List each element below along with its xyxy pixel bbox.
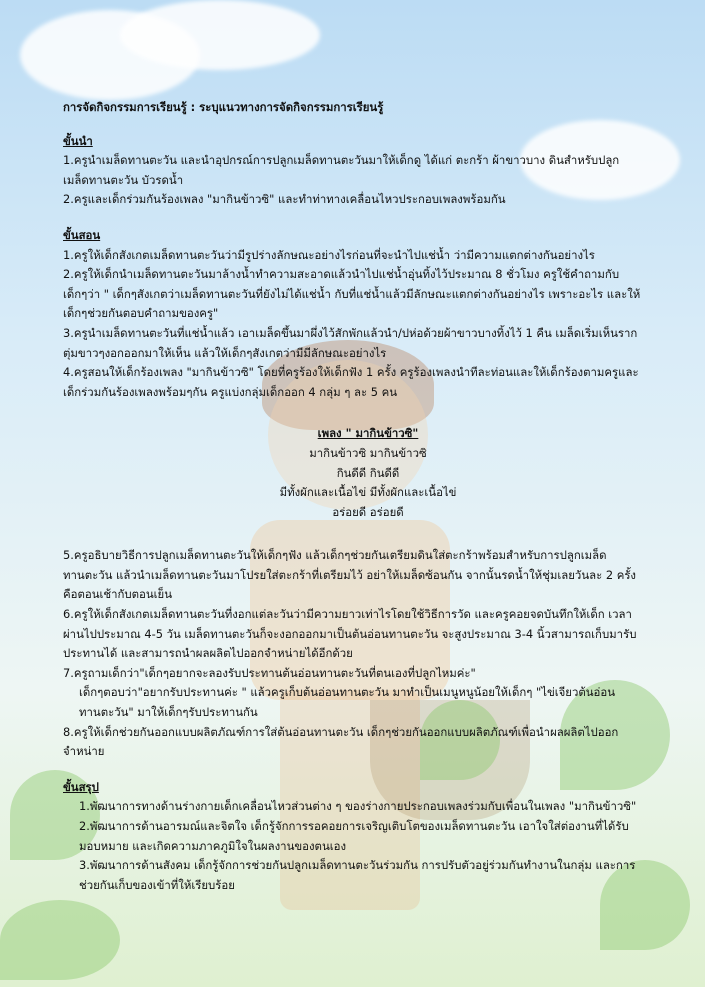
section-heading-teaching: ขั้นสอน: [63, 227, 101, 242]
lesson-plan-document: [63, 98, 643, 895]
teaching-item: 7.ครูถามเด็กว่า"เด็กๆอยากจะลองรับประทานต้นอ่อนทานตะวันที่ตนเองที่ปลูกไหมค่ะ": [63, 665, 476, 680]
section-heading-intro: ขั้นนำ: [63, 133, 93, 148]
conclusion-item: 2.พัฒนาการด้านอารมณ์และจิตใจ เด็กรู้จักการรอคอยการเจริญเติบโตของเมล็ดทานตะวัน เอาใจใส่ต่องานที่ได้รับมอบหมาย และเกิดความภาคภูมิใจในผลงานของตนเอง: [79, 819, 629, 853]
song-line: กินดีดี กินดีดี: [336, 465, 400, 480]
song-line: มากินข้าวซิ มากินข้าวซิ: [309, 445, 427, 460]
intro-item: 1.ครูนำเมล็ดทานตะวัน และนำอุปกรณ์การปลูกเมล็ดทานตะวันมาให้เด็กดู ได้แก่ ตะกร้า ผ้าขาวบาง ดินสำหรับปลูกเมล็ดทานตะวัน บัวรดน้ำ: [63, 153, 620, 187]
conclusion-item: 3.พัฒนาการด้านสังคม เด็กรู้จักการช่วยกันปลูกเมล็ดทานตะวันร่วมกัน การปรับตัวอยู่ร่วมกันทำงานในกลุ่ม และการช่วยกันเก็บของเข้าที่ให้เรียบร้อย: [79, 858, 636, 892]
intro-item: 2.ครูและเด็กร่วมกันร้องเพลง "มากินข้าวซิ" และทำท่าทางเคลื่อนไหวประกอบเพลงพร้อมกัน: [63, 192, 506, 207]
teaching-item: 1.ครูให้เด็กสังเกตเมล็ดทานตะวันว่ามีรูปร่างลักษณะอย่างไรก่อนที่จะนำไปแช่น้ำ ว่ามีความแตกต่างกันอย่างไร: [63, 247, 595, 262]
cloud-decoration: [120, 0, 320, 70]
teaching-item: 6.ครูให้เด็กสังเกตเมล็ดทานตะวันที่งอกแต่ละวันว่ามีความยาวเท่าไรโดยใช้วิธีการวัด และครูคอยจดบันทึกให้เด็ก เวลาผ่านไปประมาณ 4-5 วัน เมล็ดทานตะวันก็จะงอกออกมาเป็นต้นอ่อนทานตะวัน จะสูงประมาณ 3-4 นิ้วสามารถเก็บมารับประทานได้ และสามารถนำผลผลิตไปออกจำหน่ายได้อีกด้วย: [63, 607, 637, 661]
teaching-item: 4.ครูสอนให้เด็กร้องเพลง "มากินข้าวซิ" โดยที่ครูร้องให้เด็กฟัง 1 ครั้ง ครูร้องเพลงนำทีละท่อนและให้เด็กร้องตามครูและเด็กร่วมกันร้องเพลงพร้อมๆกัน ครูแบ่งกลุ่มเด็กออก 4 กลุ่ม ๆ ละ 5 คน: [63, 365, 639, 399]
clover-leaf-decoration: [0, 900, 120, 980]
song-line: อร่อยดี อร่อยดี: [332, 504, 404, 519]
teaching-item: 3.ครูนำเมล็ดทานตะวันที่แช่น้ำแล้ว เอาเมล็ดขึ้นมาผึ่งไว้สักพักแล้วนำ/ปห่อด้วยผ้าขาวบางทิ้งไว้ 1 คืน เมล็ดเริ่มเห็นรากตุ่มขาวๆงอกออกมาให้เห็น แล้วให้เด็กๆสังเกตว่ามีมีลักษณะอย่างไร: [63, 325, 638, 360]
teaching-item: เด็กๆตอบว่า"อยากรับประทานค่ะ " แล้วครูเก็บต้นอ่อนทานตะวัน มาทำเป็นเมนูหนูน้อยให้เด็กๆ "ไข่เจียวต้นอ่อนทานตะวัน" มาให้เด็กๆรับประทานกัน: [79, 685, 616, 720]
teaching-item: 8.ครูให้เด็กช่วยกันออกแบบผลิตภัณฑ์การใส่ต้นอ่อนทานตะวัน เด็กๆช่วยกันออกแบบผลิตภัณฑ์เพื่อนำผลผลิตไปออกจำหน่าย: [63, 724, 619, 759]
song-line: มีทั้งผักและเนื้อไข่ มีทั้งผักและเนื้อไข่: [279, 485, 457, 500]
song-block: [93, 424, 643, 522]
document-title: การจัดกิจกรรมการเรียนรู้ : ระบุแนวทางการจัดกิจกรรมการเรียนรู้: [63, 100, 384, 114]
conclusion-item: 1.พัฒนาการทางด้านร่างกายเด็กเคลื่อนไหวส่วนต่าง ๆ ของร่างกายประกอบเพลงร่วมกับเพื่อนในเพลง "มากินข้าวซิ": [79, 799, 637, 814]
song-title: เพลง " มากินข้าวซิ": [317, 426, 419, 441]
section-heading-conclusion: ขั้นสรุป: [63, 779, 99, 794]
teaching-item: 5.ครูอธิบายวิธีการปลูกเมล็ดทานตะวันให้เด็กๆฟัง แล้วเด็กๆช่วยกันเตรียมดินใส่ตะกร้าพร้อมสำหรับการปลูกเมล็ดทานตะวัน แล้วนำเมล็ดทานตะวันมาโปรยใส่ตะกร้าที่เตรียมไว้ อย่าให้เมล็ดซ้อนกัน จากนั้นรดน้ำให้ชุ่มเลยวันละ 2 ครั้ง คือตอนเช้ากับตอนเย็น: [63, 548, 636, 602]
teaching-item: 2.ครูให้เด็กนำเมล็ดทานตะวันมาล้างน้ำทำความสะอาดแล้วนำไปแช่น้ำอุ่นทิ้งไว้ประมาณ 8 ชั่วโมง ครูใช้คำถามกับเด็กๆว่า " เด็กๆสังเกตว่าเมล็ดทานตะวันที่ยังไม่ได้แช่น้ำ กับที่แช่น้ำแล้วมีลักษณะแตกต่างกันอย่างไร เพราะอะไร และให้เด็กๆช่วยกันตอบคำถามของครู": [63, 267, 641, 321]
